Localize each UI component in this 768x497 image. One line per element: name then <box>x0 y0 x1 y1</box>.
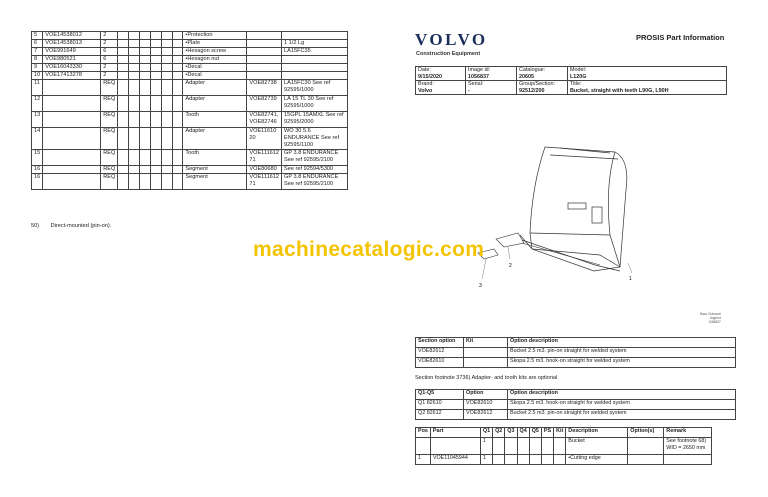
brand-cell <box>416 81 466 95</box>
table-row <box>416 410 736 420</box>
section-option-cell: VOE82610 <box>416 358 464 368</box>
ps-cell <box>162 80 173 96</box>
table-row <box>416 438 712 455</box>
table-row <box>32 80 348 96</box>
date-value: 9/15/2020 <box>418 73 442 80</box>
ps-cell <box>162 166 173 174</box>
pos-cell: 6 <box>32 40 43 48</box>
footnote <box>31 223 111 229</box>
part-cell: VOE14538013 <box>43 40 101 48</box>
desc-cell: •Protection <box>183 32 247 40</box>
kit-cell <box>173 166 183 174</box>
q4-cell <box>140 150 151 166</box>
header-q4: Q4 <box>517 428 529 438</box>
table-row <box>416 455 712 465</box>
q2-cell <box>493 438 505 455</box>
callout-3: 3 <box>479 283 482 289</box>
info-table <box>415 66 727 95</box>
q4-cell <box>140 56 151 64</box>
date-label: Date: <box>418 67 431 73</box>
pos-cell: 9 <box>32 64 43 72</box>
part-cell: VOE14538012 <box>43 32 101 40</box>
kit-cell <box>173 32 183 40</box>
q1-cell: REQ <box>101 96 118 112</box>
image-value: 1056837 <box>468 73 489 80</box>
header-option: Option <box>464 390 508 400</box>
desc-cell: •Hexagon nut <box>183 56 247 64</box>
desc-cell: Adapter <box>183 96 247 112</box>
q1-cell: REQ <box>101 174 118 190</box>
pos-cell: 16 <box>32 166 43 174</box>
part-cell <box>43 96 101 112</box>
q2-cell <box>118 64 129 72</box>
options-cell <box>247 56 282 64</box>
part-cell <box>43 166 101 174</box>
q4-cell <box>140 96 151 112</box>
options-cell: VOE111612 71 <box>247 150 282 166</box>
remark-cell: 15GPL 15AMXL See ref 92595/2000 <box>282 112 348 128</box>
ps-cell <box>162 40 173 48</box>
leader-1 <box>628 263 632 273</box>
title-cell <box>568 81 727 95</box>
q1-cell: REQ <box>101 150 118 166</box>
remark-cell: LA15FC30 See ref 92595/1000 <box>282 80 348 96</box>
callout-2: 2 <box>509 263 512 269</box>
kit-cell <box>173 128 183 150</box>
table-row <box>32 64 348 72</box>
desc-cell: Segment <box>183 166 247 174</box>
table-row <box>32 174 348 190</box>
q3-cell <box>129 72 140 80</box>
q5-cell <box>151 112 162 128</box>
table-row <box>32 56 348 64</box>
kit-cell <box>173 112 183 128</box>
description-cell: Bucket <box>566 438 628 455</box>
part-cell <box>43 128 101 150</box>
part-cell <box>43 174 101 190</box>
section-options-table <box>415 337 736 368</box>
table-row <box>416 400 736 410</box>
q4-cell <box>140 174 151 190</box>
ps-cell <box>162 128 173 150</box>
header-q1-q5: Q1-Q5 <box>416 390 464 400</box>
header-options: Option(s) <box>628 428 664 438</box>
part-cell <box>430 438 480 455</box>
q3-cell <box>505 455 517 465</box>
options-cell <box>247 40 282 48</box>
q3-cell <box>129 112 140 128</box>
catalogue-value: 20605 <box>519 73 534 80</box>
q1-cell: 2 <box>101 64 118 72</box>
header-section-option: Section option <box>416 338 464 348</box>
header-ps: PS <box>541 428 553 438</box>
options-cell: VOE111612 71 <box>247 174 282 190</box>
q2-cell <box>118 128 129 150</box>
q5-cell <box>151 40 162 48</box>
table-row <box>32 72 348 80</box>
parts-table-body <box>32 32 348 190</box>
pos-cell: 8 <box>32 56 43 64</box>
remark-cell <box>282 32 348 40</box>
options-cell: VOE11610 20 <box>247 128 282 150</box>
q5-cell <box>529 438 541 455</box>
pos-cell: 15 <box>32 150 43 166</box>
q2-cell <box>118 150 129 166</box>
catalogue-cell <box>517 67 568 81</box>
q2-cell <box>118 96 129 112</box>
image-cell <box>466 67 517 81</box>
option-description-cell: Skopa 2.5 m3. hook-on straight for welded system <box>508 400 736 410</box>
q-options-header <box>416 390 736 400</box>
q4-cell <box>140 166 151 174</box>
ps-cell <box>162 112 173 128</box>
footnote-text: Direct-mounted (pin-on). <box>50 223 112 229</box>
kit-cell <box>173 56 183 64</box>
q1-cell: REQ <box>101 80 118 96</box>
q5-cell <box>151 150 162 166</box>
parts-table <box>31 31 348 190</box>
pos-cell: 1 <box>416 455 431 465</box>
q5-cell <box>151 96 162 112</box>
remark-cell: WO 30 5.6 ENDURANCE See ref 92595/1100 <box>282 128 348 150</box>
q5-cell <box>151 80 162 96</box>
brand-label: Brand: <box>418 81 434 87</box>
part-cell: VOE16043330 <box>43 64 101 72</box>
positions-table <box>415 427 712 465</box>
serial-value: - <box>468 87 470 94</box>
options-cell <box>247 72 282 80</box>
pos-cell: 5 <box>32 32 43 40</box>
part-cell: VOE17413278 <box>43 72 101 80</box>
q4-cell <box>140 128 151 150</box>
option-description-cell: Bucket 2.5 m3. pin-on straight for welded system <box>508 410 736 420</box>
q3-cell <box>129 64 140 72</box>
pos-cell: 12 <box>32 96 43 112</box>
header-q2: Q2 <box>493 428 505 438</box>
group-value: 92512/200 <box>519 87 545 94</box>
option-cell: VOE82612 <box>464 410 508 420</box>
kit-cell <box>173 150 183 166</box>
pos-cell <box>416 438 431 455</box>
q2-cell <box>118 32 129 40</box>
q5-cell <box>151 56 162 64</box>
q1-cell: REQ <box>101 128 118 150</box>
positions-header <box>416 428 712 438</box>
pos-cell: 16 <box>32 174 43 190</box>
header-description: Description <box>566 428 628 438</box>
header-option-description: Option description <box>508 390 736 400</box>
q2-cell <box>118 40 129 48</box>
q5-cell <box>151 64 162 72</box>
q2-cell <box>118 72 129 80</box>
serial-label: Serial: <box>468 81 484 87</box>
q4-cell <box>140 64 151 72</box>
q3-cell <box>129 48 140 56</box>
option-cell: VOE82610 <box>464 400 508 410</box>
kit-cell <box>464 358 508 368</box>
q4-cell <box>140 72 151 80</box>
option-description-cell: Bucket 2.5 m3. pin-on straight for welded system <box>508 348 736 358</box>
brand-value: Volvo <box>418 87 433 94</box>
q3-cell <box>129 56 140 64</box>
part-cell <box>43 112 101 128</box>
q3-cell <box>129 150 140 166</box>
pos-cell: 13 <box>32 112 43 128</box>
header-option-description: Option description <box>508 338 736 348</box>
kit-cell <box>173 48 183 56</box>
watermark: machinecatalogic.com <box>253 238 485 261</box>
date-cell <box>416 67 466 81</box>
pos-cell: 7 <box>32 48 43 56</box>
desc-cell: •Decal <box>183 72 247 80</box>
ps-cell <box>162 72 173 80</box>
options-cell: VOE82741, VOE82746 <box>247 112 282 128</box>
adapter-part <box>496 233 524 247</box>
remark-cell <box>282 56 348 64</box>
q4-cell <box>140 48 151 56</box>
ps-cell <box>541 438 553 455</box>
q4-cell <box>140 40 151 48</box>
table-row <box>32 32 348 40</box>
bucket-drawing <box>460 115 640 295</box>
section-footnote: Section footnote 3736) Adapter- and tooth kits are optional <box>415 375 558 381</box>
options-cell <box>247 32 282 40</box>
option-description-cell: Skopa 2.5 m3. hook-on straight for welded system <box>508 358 736 368</box>
q3-cell <box>505 438 517 455</box>
q1-cell: 2 <box>101 40 118 48</box>
options-cell: VOE80680 <box>247 166 282 174</box>
remark-cell: LA15FC35 <box>282 48 348 56</box>
ps-cell <box>162 32 173 40</box>
q3-cell <box>129 32 140 40</box>
kit-cell <box>173 96 183 112</box>
part-cell: VOE11045944 <box>430 455 480 465</box>
section-options-header <box>416 338 736 348</box>
description-cell: •Cutting edge <box>566 455 628 465</box>
remark-cell: See ref 92594/5300 <box>282 166 348 174</box>
table-row <box>32 48 348 56</box>
q1-cell: REQ <box>101 166 118 174</box>
ps-cell <box>162 64 173 72</box>
options-cell <box>628 438 664 455</box>
table-row <box>32 128 348 150</box>
table-row <box>32 166 348 174</box>
drawing-ref-line-1: Baco Guinocal <box>700 312 721 316</box>
drawing-reference <box>700 313 721 324</box>
desc-cell: Adapter <box>183 80 247 96</box>
q1-cell: 1 <box>480 438 492 455</box>
q-options-table <box>415 389 736 420</box>
model-label: Model: <box>570 67 587 73</box>
q-cell: Q2 82612 <box>416 410 464 420</box>
options-cell <box>247 64 282 72</box>
bracket-2 <box>592 207 602 223</box>
kit-cell <box>173 72 183 80</box>
volvo-logo: VOLVO <box>415 30 488 49</box>
q5-cell <box>529 455 541 465</box>
q2-cell <box>118 80 129 96</box>
group-cell <box>517 81 568 95</box>
q1-cell: 6 <box>101 56 118 64</box>
options-cell: VOE82739 <box>247 96 282 112</box>
options-cell <box>247 48 282 56</box>
q5-cell <box>151 48 162 56</box>
pos-cell: 10 <box>32 72 43 80</box>
q4-cell <box>517 455 529 465</box>
serial-cell <box>466 81 517 95</box>
table-row <box>32 40 348 48</box>
bucket-back-edge <box>530 233 610 235</box>
q3-cell <box>129 80 140 96</box>
desc-cell: Tooth <box>183 112 247 128</box>
q2-cell <box>118 166 129 174</box>
q5-cell <box>151 128 162 150</box>
header-part: Part <box>430 428 480 438</box>
page-title: PROSIS Part Information <box>636 33 725 42</box>
drawing-ref-line-2: Acgbrnt <box>709 315 721 320</box>
cutting-edge <box>522 240 620 271</box>
q4-cell <box>140 32 151 40</box>
kit-cell <box>173 40 183 48</box>
leader-3 <box>482 259 486 279</box>
kit-cell <box>173 80 183 96</box>
table-row <box>416 358 736 368</box>
table-row <box>32 150 348 166</box>
q5-cell <box>151 72 162 80</box>
remark-cell: LA 15 TL 30 See ref 92595/1000 <box>282 96 348 112</box>
remark-cell: See footnote 68) WID = 2650 mm <box>664 438 712 455</box>
header-kit: Kit <box>554 428 566 438</box>
q5-cell <box>151 32 162 40</box>
title-label: Title: <box>570 81 582 87</box>
ps-cell <box>162 174 173 190</box>
title-value: Bucket, straight with teeth L90G, L90H <box>570 87 669 94</box>
part-cell <box>43 80 101 96</box>
desc-cell: Tooth <box>183 150 247 166</box>
kit-cell <box>173 174 183 190</box>
kit-cell <box>173 64 183 72</box>
options-cell <box>628 455 664 465</box>
ps-cell <box>162 48 173 56</box>
header-q5: Q5 <box>529 428 541 438</box>
desc-cell: •Hexagon screw <box>183 48 247 56</box>
remark-cell: GP 3.8 ENDURANCE See ref 92595/2100 <box>282 174 348 190</box>
remark-cell <box>664 455 712 465</box>
header-q3: Q3 <box>505 428 517 438</box>
bucket-side-left <box>530 147 545 233</box>
q3-cell <box>129 96 140 112</box>
image-label: Image id: <box>468 67 491 73</box>
q4-cell <box>140 112 151 128</box>
ps-cell <box>162 96 173 112</box>
pos-cell: 11 <box>32 80 43 96</box>
q3-cell <box>129 166 140 174</box>
group-label: Group/Section: <box>519 81 555 87</box>
part-cell: VOE980521 <box>43 56 101 64</box>
section-option-cell: VOE82612 <box>416 348 464 358</box>
q3-cell <box>129 174 140 190</box>
q1-cell: 2 <box>101 72 118 80</box>
footnote-number: 50) <box>31 223 40 229</box>
options-cell: VOE82738 <box>247 80 282 96</box>
kit-cell <box>554 455 566 465</box>
remark-cell <box>282 64 348 72</box>
q4-cell <box>517 438 529 455</box>
q2-cell <box>118 112 129 128</box>
header-kit: Kit <box>464 338 508 348</box>
q2-cell <box>118 56 129 64</box>
remark-cell <box>282 72 348 80</box>
desc-cell: Adapter <box>183 128 247 150</box>
callout-1: 1 <box>629 276 632 282</box>
q1-cell: 1 <box>480 455 492 465</box>
header-pos: Pos <box>416 428 431 438</box>
q1-cell: REQ <box>101 112 118 128</box>
q5-cell <box>151 166 162 174</box>
kit-cell <box>464 348 508 358</box>
model-value: L120G <box>570 73 587 80</box>
part-cell <box>43 150 101 166</box>
kit-cell <box>554 438 566 455</box>
q-cell: Q1 82610 <box>416 400 464 410</box>
q5-cell <box>151 174 162 190</box>
table-row <box>32 112 348 128</box>
header-remark: Remark <box>664 428 712 438</box>
info-row-1 <box>416 67 727 81</box>
ps-cell <box>162 150 173 166</box>
remark-cell: GP 3.8 ENDURANCE See ref 92595/2100 <box>282 150 348 166</box>
logo-subtitle: Construction Equipment <box>416 51 481 57</box>
q1-cell: 6 <box>101 48 118 56</box>
ps-cell <box>541 455 553 465</box>
table-row <box>32 96 348 112</box>
leader-2 <box>508 247 510 259</box>
ps-cell <box>162 56 173 64</box>
q3-cell <box>129 40 140 48</box>
desc-cell: •Decal <box>183 64 247 72</box>
q2-cell <box>118 48 129 56</box>
table-row <box>416 348 736 358</box>
drawing-ref-line-3: 1056837 <box>708 319 721 324</box>
remark-cell: 1 1/2 Lg <box>282 40 348 48</box>
q2-cell <box>118 174 129 190</box>
bucket-side-right <box>608 152 620 267</box>
q1-cell: 2 <box>101 32 118 40</box>
desc-cell: Segment <box>183 174 247 190</box>
model-cell <box>568 67 727 81</box>
catalogue-label: Catalogue: <box>519 67 546 73</box>
info-row-2 <box>416 81 727 95</box>
pos-cell: 14 <box>32 128 43 150</box>
bracket-1 <box>568 203 586 209</box>
part-cell: VOE991649 <box>43 48 101 56</box>
desc-cell: •Plate <box>183 40 247 48</box>
q4-cell <box>140 80 151 96</box>
header-q1: Q1 <box>480 428 492 438</box>
q2-cell <box>493 455 505 465</box>
q3-cell <box>129 128 140 150</box>
